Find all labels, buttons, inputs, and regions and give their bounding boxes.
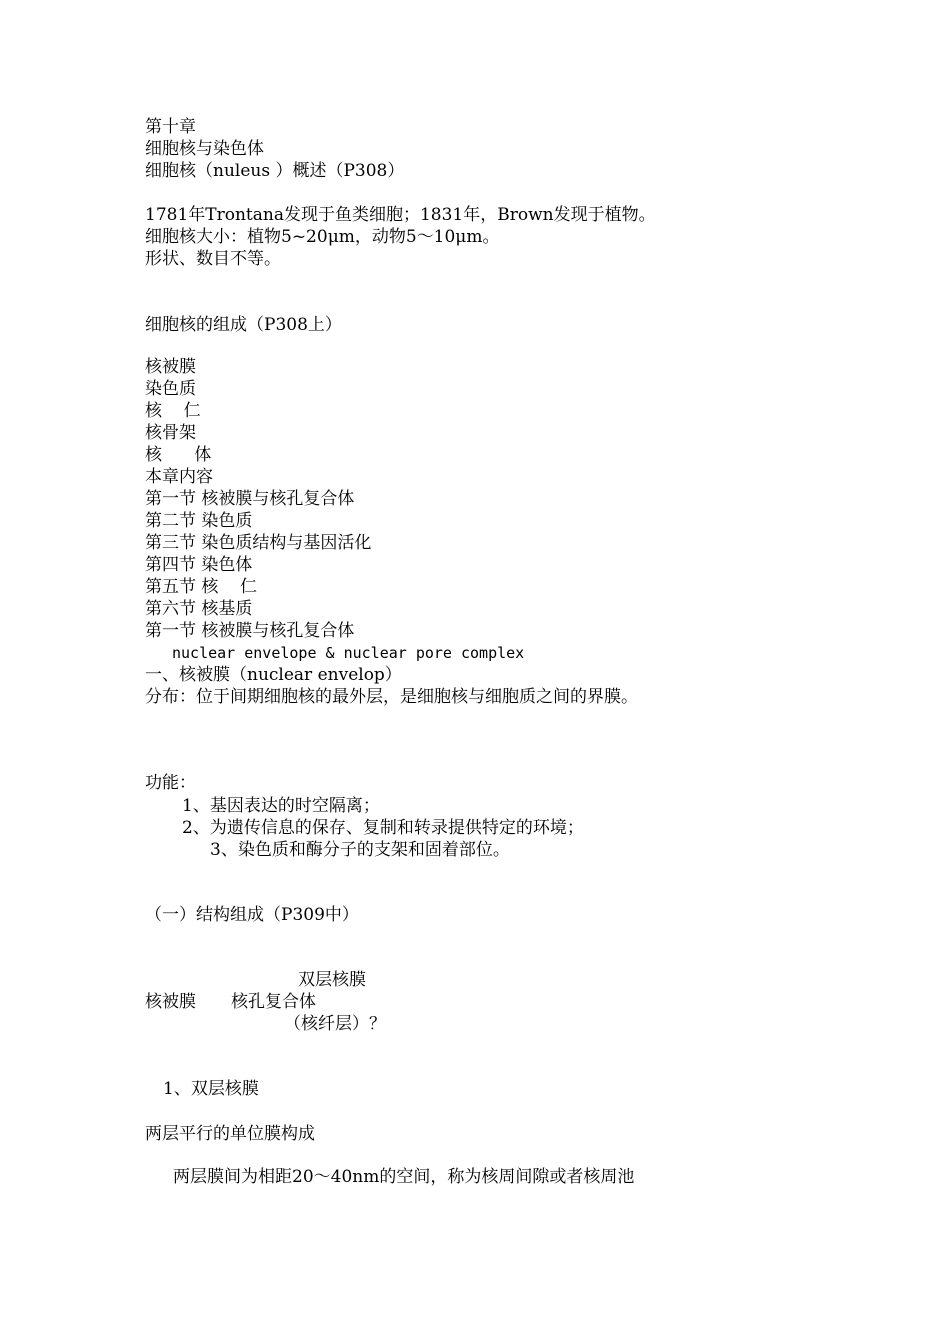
section-item: 第五节 核 仁 <box>145 577 258 597</box>
section-item: 第二节 染色质 <box>145 511 253 531</box>
component-item: 染色质 <box>145 379 196 399</box>
diagram-left-label: 核被膜 <box>145 992 196 1012</box>
function-item: 2、为遗传信息的保存、复制和转录提供特定的环境； <box>182 818 584 838</box>
function-item: 1、基因表达的时空隔离； <box>182 796 380 816</box>
section-item: 第三节 染色质结构与基因活化 <box>145 533 372 553</box>
shape-text: 形状、数目不等。 <box>145 249 281 269</box>
component-item: 核 体 <box>145 445 212 465</box>
subsection1-heading: 1、双层核膜 <box>163 1079 259 1099</box>
history-text: 1781年Trontana发现于鱼类细胞；1831年，Brown发现于植物。 <box>145 205 656 225</box>
overview-heading: 细胞核（nuleus ）概述（P308） <box>145 161 405 181</box>
diagram-top-label: 双层核膜 <box>298 970 366 990</box>
diagram-bottom-label: （核纤层）？ <box>284 1014 386 1034</box>
component-item: 核 仁 <box>145 401 201 421</box>
component-item: 核骨架 <box>145 423 196 443</box>
diagram-middle-label: 核孔复合体 <box>231 992 316 1012</box>
section-item: 第四节 染色体 <box>145 555 253 575</box>
section-item: 第六节 核基质 <box>145 599 253 619</box>
chapter-number: 第十章 <box>145 117 196 137</box>
component-item: 核被膜 <box>145 357 196 377</box>
section1-title: 第一节 核被膜与核孔复合体 <box>145 621 355 641</box>
section1-english-title: nuclear envelope & nuclear pore complex <box>172 644 525 662</box>
size-text: 细胞核大小：植物5~20μm，动物5～10μm。 <box>145 227 500 247</box>
chapter-title: 细胞核与染色体 <box>145 139 264 159</box>
composition-heading: 细胞核的组成（P308上） <box>145 315 342 335</box>
function-item: 3、染色质和酶分子的支架和固着部位。 <box>210 840 510 860</box>
section-item: 第一节 核被膜与核孔复合体 <box>145 489 355 509</box>
distribution-text: 分布：位于间期细胞核的最外层，是细胞核与细胞质之间的界膜。 <box>145 687 638 707</box>
contents-heading: 本章内容 <box>145 467 213 487</box>
structure-heading: （一）结构组成（P309中） <box>145 905 359 925</box>
subsection1-paragraph: 两层膜间为相距20～40nm的空间，称为核周间隙或者核周池 <box>173 1167 635 1187</box>
function-heading: 功能： <box>145 773 196 793</box>
part1-heading: 一、核被膜（nuclear envelop） <box>145 665 402 685</box>
subsection1-paragraph: 两层平行的单位膜构成 <box>145 1124 315 1144</box>
